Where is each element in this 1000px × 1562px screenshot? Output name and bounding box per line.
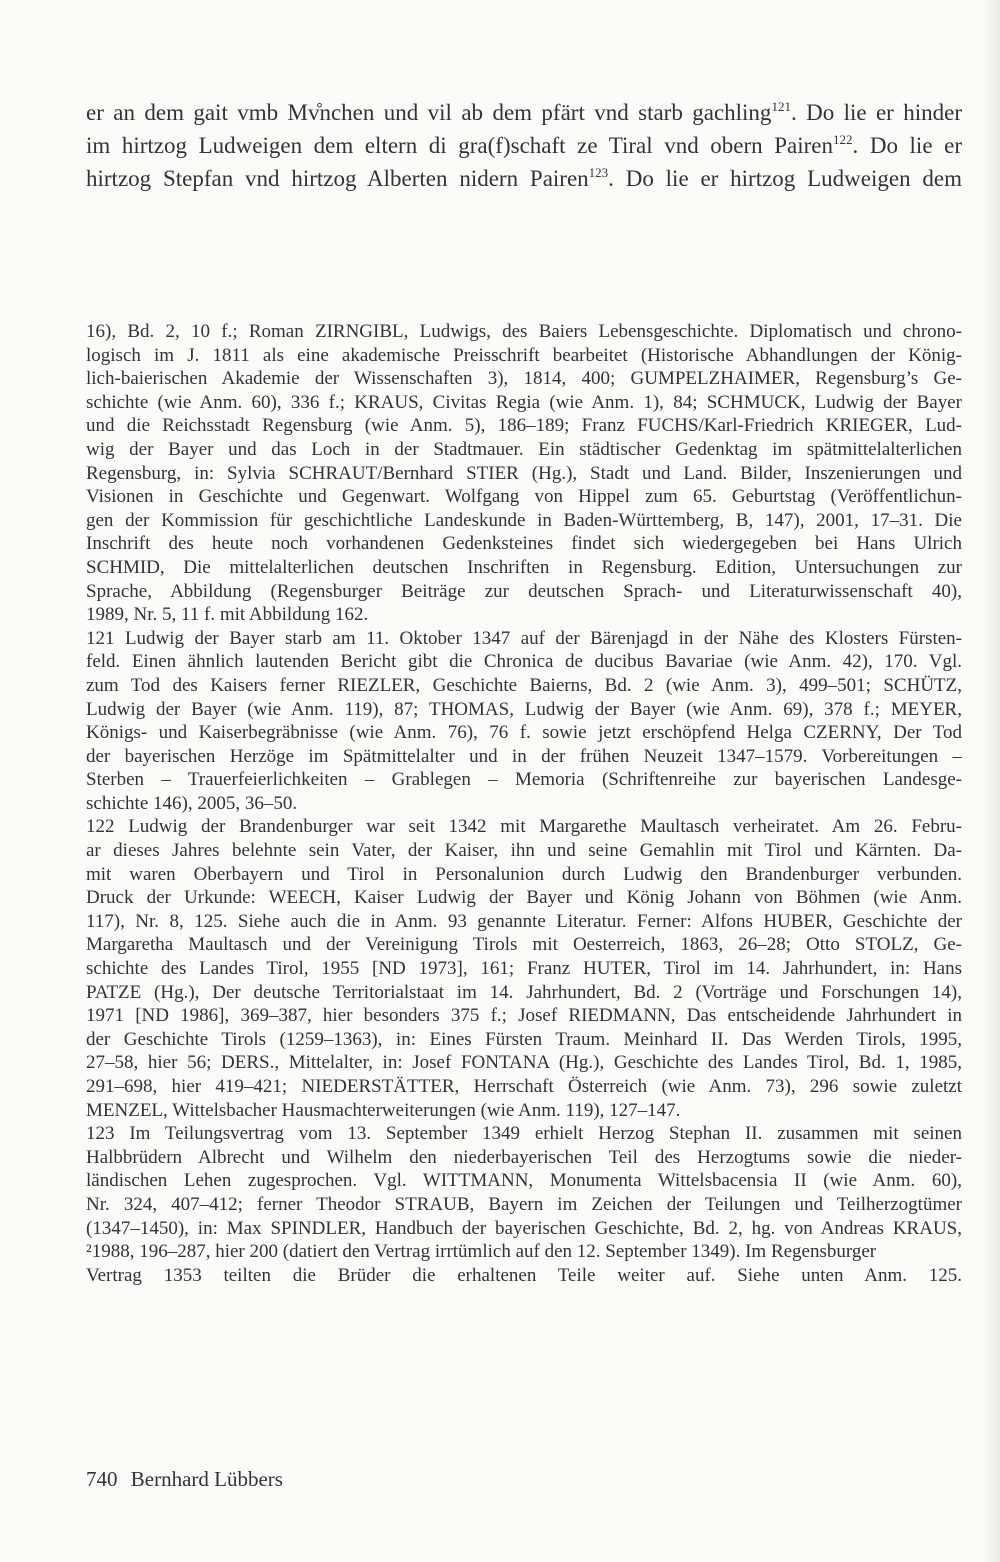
footnote-line: der bayerischen Herzöge im Spätmittelalter und in der frühen Neuzeit 1347–1579. Vorbereitungen – — [86, 745, 962, 767]
footnote-line: Sprache, Abbildung (Regensburger Beiträge zur deutschen Sprach- und Literaturwissenschaft 40), — [86, 580, 962, 602]
footnote-line: Druck der Urkunde: WEECH, Kaiser Ludwig der Bayer und König Johann von Böhmen (wie Anm. — [86, 887, 962, 909]
footnote-line: zum Tod des Kaisers ferner RIEZLER, Geschichte Baierns, Bd. 2 (wie Anm. 3), 499–501; SCHÜTZ, — [86, 674, 962, 696]
main-text-line: er an dem gait vmb Mv̊nchen und vil ab dem pfärt vnd starb gachling$^{121}$. Do lie er hinder — [86, 99, 962, 125]
footnotes — [86, 320, 962, 1287]
footnote-line: schichte 146), 2005, 36–50. — [86, 792, 298, 814]
footnote-line: Königs- und Kaiserbegräbnisse (wie Anm. 76), 76 f. sowie jetzt erschöpfend Helga CZERNY, Der Tod — [86, 722, 962, 744]
footnote-line: 121 Ludwig der Bayer starb am 11. Oktober 1347 auf der Bärenjagd in der Nähe des Klosters Fürsten- — [86, 627, 962, 649]
footnote-line: lich-baierischen Akademie der Wissenschaften 3), 1814, 400; GUMPELZHAIMER, Regensburg’s Ge- — [86, 368, 962, 390]
footnote-line: 1989, Nr. 5, 11 f. mit Abbildung 162. — [86, 604, 369, 626]
main-text-line: hirtzog Stepfan vnd hirtzog Alberten nidern Pairen$^{123}$. Do lie er hirtzog Ludweigen dem — [86, 165, 962, 191]
footnote-line: 117), Nr. 8, 125. Siehe auch die in Anm. 93 genannte Literatur. Ferner: Alfons HUBER, Geschichte der — [86, 910, 962, 932]
running-author: Bernhard Lübbers — [130, 1467, 283, 1491]
footnote-line: Nr. 324, 407–412; ferner Theodor STRAUB, Bayern im Zeichen der Teilungen und Teilherzogtümer — [86, 1193, 962, 1215]
page-footer — [86, 1467, 283, 1492]
footnote-line: 291–698, hier 419–421; NIEDERSTÄTTER, Herrschaft Österreich (wie Anm. 73), 296 sowie zuletzt — [86, 1076, 962, 1097]
footnote-line: PATZE (Hg.), Der deutsche Territorialstaat im 14. Jahrhundert, Bd. 2 (Vorträge und Forschungen 14), — [86, 981, 962, 1003]
main-text — [86, 96, 962, 195]
footnote-ref-123: 123 — [588, 165, 609, 180]
footnote-line: Inschrift des heute noch vorhandenen Gedenksteines findet sich wiedergegeben bei Hans Ulrich — [86, 533, 962, 555]
page-edge-shadow — [982, 0, 1000, 1562]
footnote-line: 123 Im Teilungsvertrag vom 13. September 1349 erhielt Herzog Stephan II. zusammen mit seinen — [86, 1123, 962, 1145]
footnote-line: schichte (wie Anm. 60), 336 f.; KRAUS, Civitas Regia (wie Anm. 1), 84; SCHMUCK, Ludwig der Bayer — [86, 391, 962, 413]
footnote-ref-122: 122 — [833, 132, 853, 147]
footnote-ref-121: 121 — [771, 99, 791, 114]
footnote-line: Ludwig der Bayer (wie Anm. 119), 87; THOMAS, Ludwig der Bayer (wie Anm. 69), 378 f.; MEYER, — [86, 698, 962, 720]
footnote-line: wig der Bayer und das Loch in der Stadtmauer. Ein städtischer Gedenktag im spätmittelalterlichen — [86, 438, 962, 460]
footnote-line: 16), Bd. 2, 10 f.; Roman ZIRNGIBL, Ludwigs, des Baiers Lebensgeschichte. Diplomatisch und chrono- — [86, 321, 962, 342]
footnote-line: schichte des Landes Tirol, 1955 [ND 1973], 161; Franz HUTER, Tirol im 14. Jahrhundert, in: Hans — [86, 958, 962, 980]
main-text-line: im hirtzog Ludweigen dem eltern di gra(f)schaft ze Tiral vnd obern Pairen$^{122}$. Do lie er — [86, 132, 962, 158]
footnote-line: logisch im J. 1811 als eine akademische Preisschrift bearbeitet (Historische Abhandlungen der König- — [86, 344, 962, 366]
footnote-line: 122 Ludwig der Brandenburger war seit 1342 mit Margarethe Maultasch verheiratet. Am 26. Febru- — [86, 816, 962, 838]
footnote-line: gen der Kommission für geschichtliche Landeskunde in Baden-Württemberg, B, 147), 2001, 17–31. Die — [86, 509, 962, 531]
footnote-line: Margaretha Maultasch und der Vereinigung Tirols mit Oesterreich, 1863, 26–28; Otto STOLZ, Ge- — [86, 934, 962, 956]
footnote-line: Visionen in Geschichte und Gegenwart. Wolfgang von Hippel zum 65. Geburtstag (Veröffentlichun- — [86, 486, 962, 508]
footnote-line: SCHMID, Die mittelalterlichen deutschen Inschriften in Regensburg. Edition, Untersuchungen zur — [86, 556, 962, 578]
footnote-line: Vertrag 1353 teilten die Brüder die erhaltenen Teile weiter auf. Siehe unten Anm. 125. — [86, 1264, 962, 1286]
footnote-line: ²1988, 196–287, hier 200 (datiert den Vertrag irrtümlich auf den 12. September 1349). Im Regensburger — [86, 1241, 877, 1263]
footnote-line: der Geschichte Tirols (1259–1363), in: Eines Fürsten Traum. Meinhard II. Das Werden Tirols, 1995, — [86, 1028, 962, 1050]
footnote-line: 1971 [ND 1986], 369–387, hier besonders 375 f.; Josef RIEDMANN, Das entscheidende Jahrhundert in — [86, 1005, 962, 1027]
footnote-line: ar dieses Jahres belehnte sein Vater, der Kaiser, ihn und seine Gemahlin mit Tirol und Kärnten. Da- — [86, 840, 962, 862]
footnote-line: ländischen Lehen zugesprochen. Vgl. WITTMANN, Monumenta Wittelsbacensia II (wie Anm. 60), — [86, 1170, 962, 1192]
footnote-line: feld. Einen ähnlich lautenden Bericht gibt die Chronica de ducibus Bavariae (wie Anm. 42), 170. Vgl. — [86, 651, 962, 673]
page-number: 740 — [86, 1467, 118, 1491]
footnote-line: mit waren Oberbayern und Tirol in Personalunion durch Ludwig den Brandenburger verbunden. — [86, 863, 962, 885]
footnote-line: (1347–1450), in: Max SPINDLER, Handbuch der bayerischen Geschichte, Bd. 2, hg. von Andreas KRAUS, — [86, 1217, 962, 1239]
footnote-line: Regensburg, in: Sylvia SCHRAUT/Bernhard STIER (Hg.), Stadt und Land. Bilder, Inszenierungen und — [86, 462, 962, 484]
footnote-line: Halbbrüdern Albrecht und Wilhelm den niederbayerischen Teil des Herzogtums sowie die nieder- — [86, 1146, 962, 1168]
footnote-line: Sterben – Trauerfeierlichkeiten – Grablegen – Memoria (Schriftenreihe zur bayerischen Landesge- — [86, 769, 962, 791]
footnote-line: 27–58, hier 56; DERS., Mittelalter, in: Josef FONTANA (Hg.), Geschichte des Landes Tirol, Bd. 1, 1985, — [86, 1052, 962, 1074]
footnote-line: und die Reichsstadt Regensburg (wie Anm. 5), 186–189; Franz FUCHS/Karl-Friedrich KRIEGER, Lud- — [86, 415, 962, 437]
footnote-line: MENZEL, Wittelsbacher Hausmachterweiterungen (wie Anm. 119), 127–147. — [86, 1099, 681, 1121]
